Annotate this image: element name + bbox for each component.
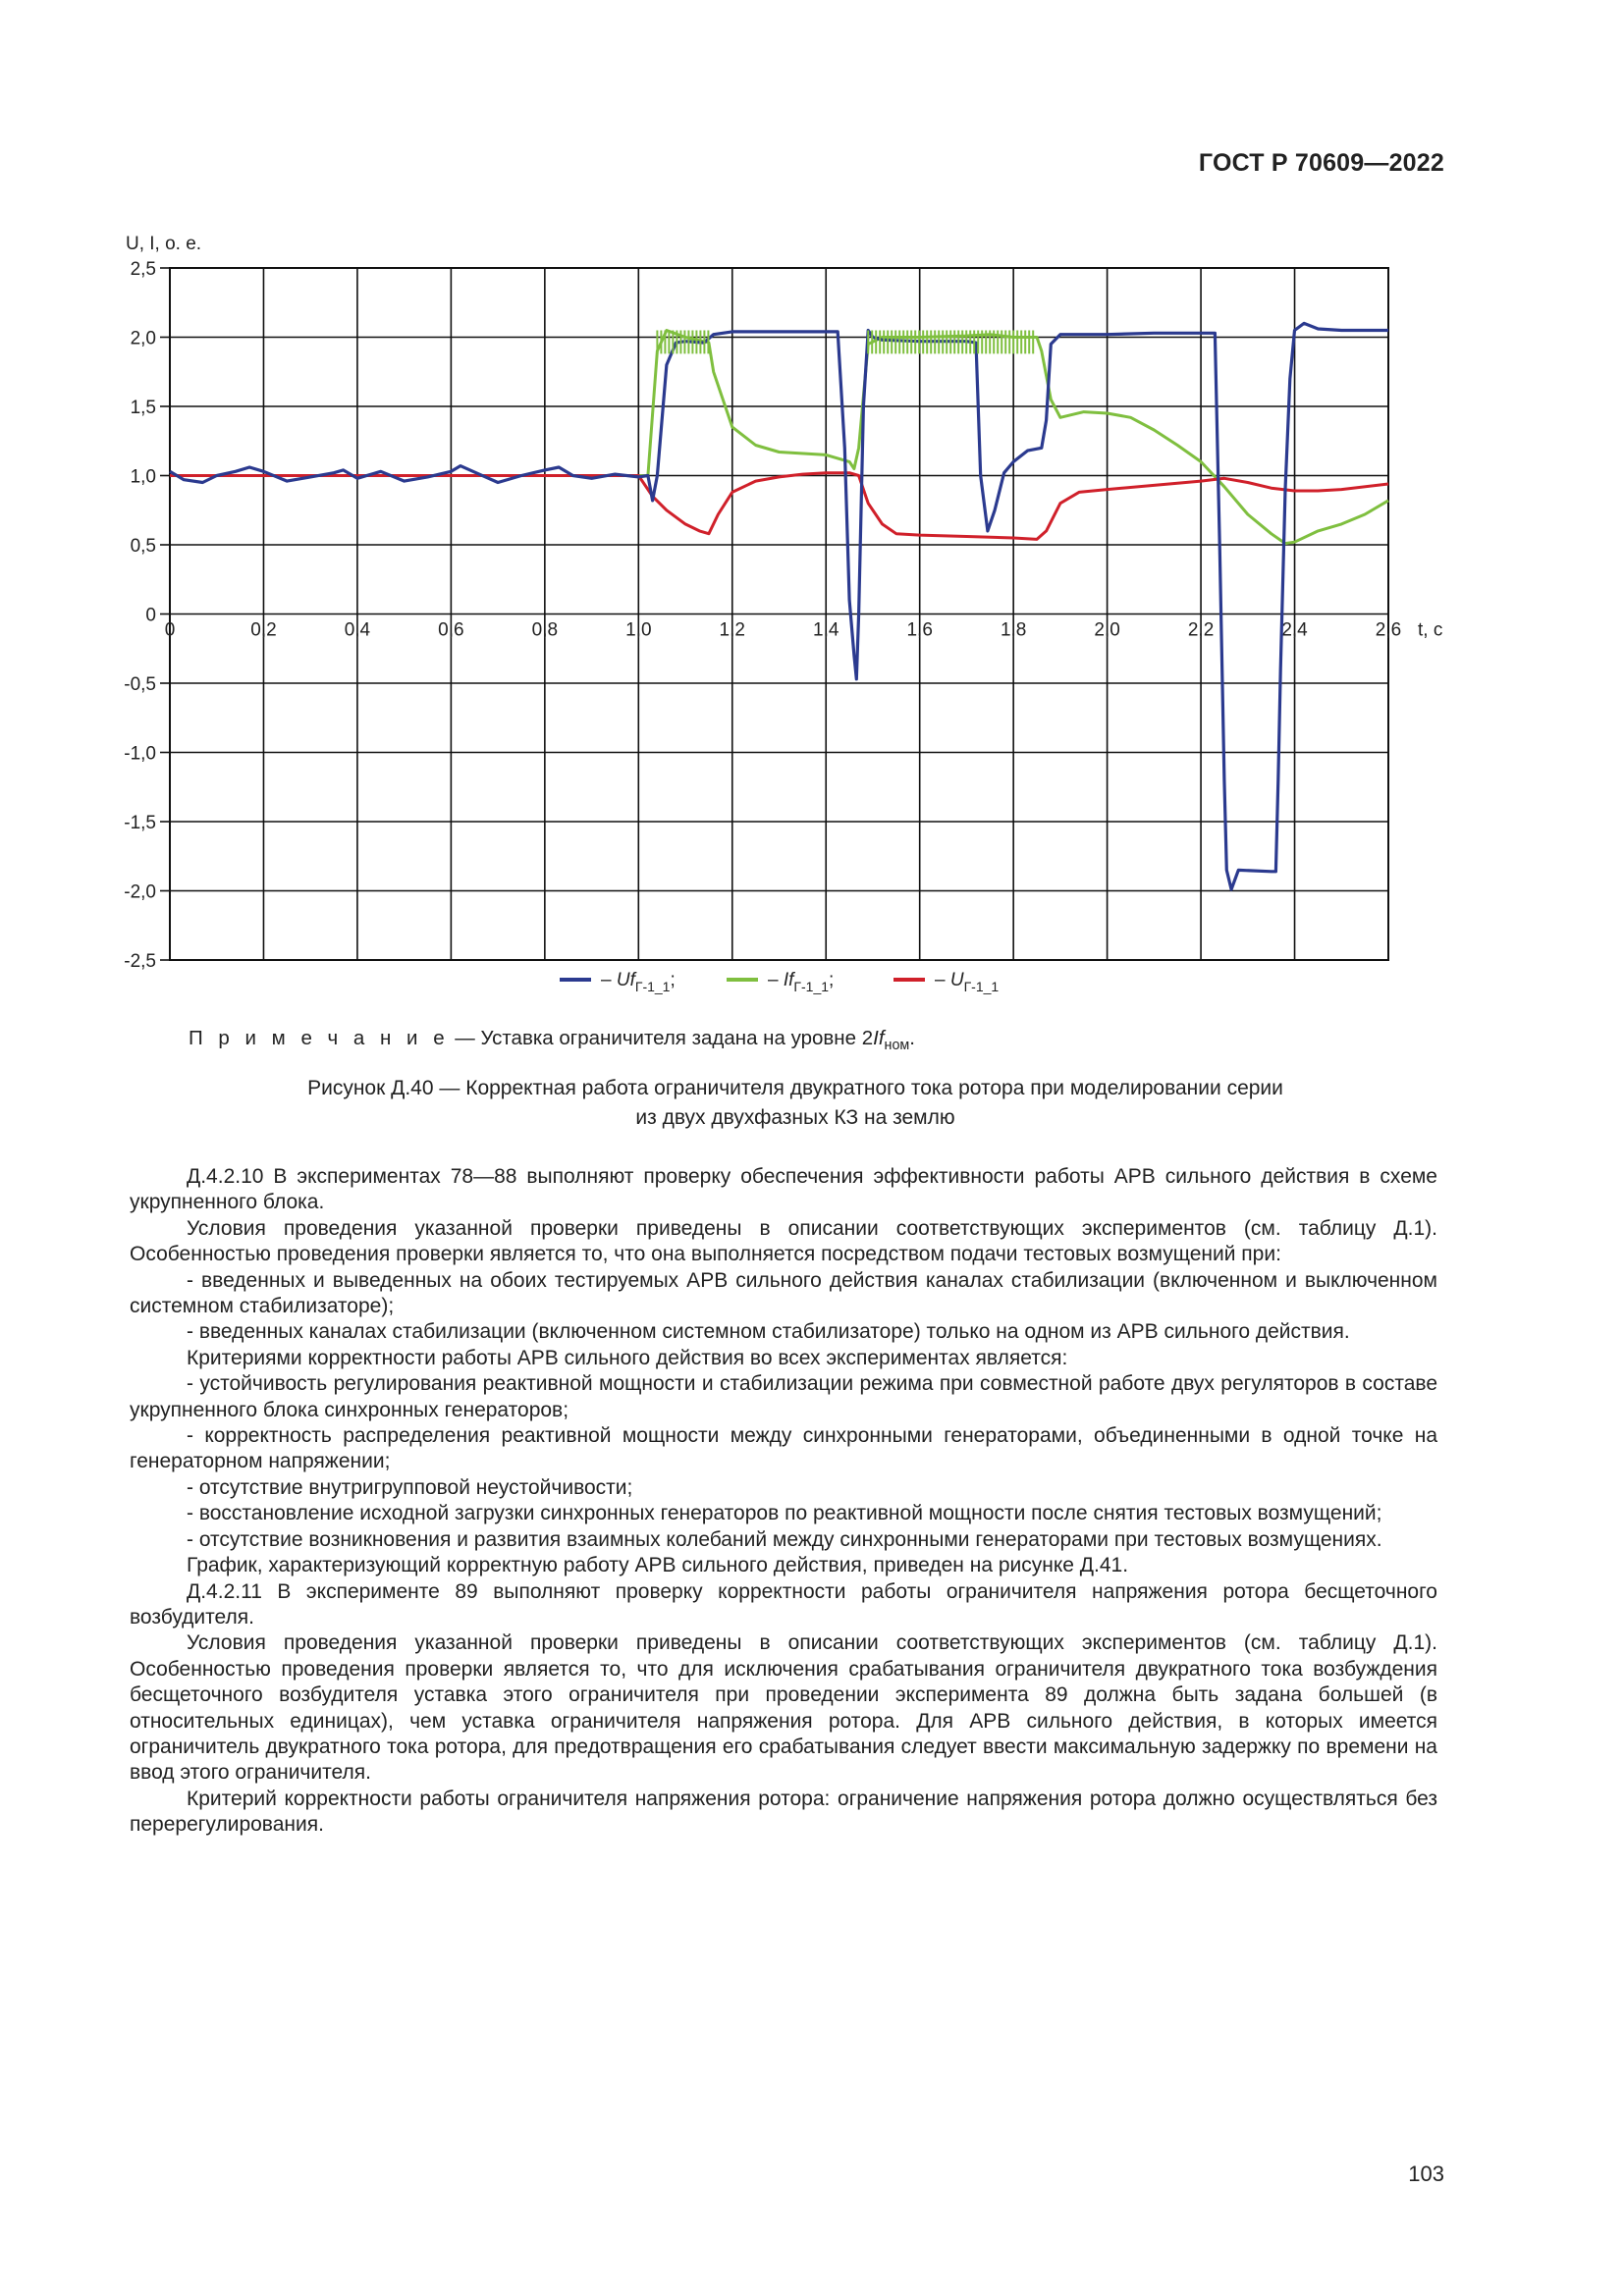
series-line bbox=[170, 331, 1388, 544]
y-tick-label: -1,0 bbox=[124, 743, 156, 765]
paragraph: Условия проведения указанной проверки приведены в описании соответствующих экспериментов (см. таблицу Д.1). Особенностью проведения проверки является то, что она выполняется посредством подачи тестовых возмущений при: bbox=[130, 1216, 1437, 1266]
x-tick-label: 1,2 bbox=[719, 619, 745, 641]
x-tick-label: 2,4 bbox=[1281, 619, 1308, 641]
x-tick-label: 2,2 bbox=[1187, 619, 1215, 641]
y-tick-label: 1,0 bbox=[130, 466, 156, 488]
y-tick-label: 2,5 bbox=[130, 259, 156, 280]
y-tick-label: 0,5 bbox=[130, 536, 156, 557]
note-sub: ном bbox=[884, 1038, 910, 1053]
paragraph: Условия проведения указанной проверки приведены в описании соответствующих экспериментов (см. таблицу Д.1). Особенностью проведения проверки является то, что для исключения срабатывания ограничителя двукратного тока возбуждения бесщеточного возбудителя уставка этого ограничителя при проведении эксперимента 89 должна быть задана большей (в относительных единицах), чем уставка ограничителя напряжения ротора. Для АРВ сильного действия, в которых имеется ограничитель двукратного тока ротора, для предотвращения его срабатывания следует ввести максимальную задержку по времени на ввод этого ограничителя. bbox=[130, 1631, 1437, 1785]
caption-line-2: из двух двухфазных КЗ на землю bbox=[635, 1106, 955, 1129]
body-text bbox=[130, 1164, 1437, 1839]
paragraph: - устойчивость регулирования реактивной мощности и стабилизации режима при совместной работе двух регуляторов в составе укрупненного блока синхронных генераторов; bbox=[130, 1372, 1437, 1421]
chart-ticks bbox=[124, 259, 1401, 972]
paragraph: Критерий корректности работы ограничителя напряжения ротора: ограничение напряжения ротора должно осуществляться без перерегулирования. bbox=[130, 1787, 1437, 1837]
x-tick-label: 2,0 bbox=[1094, 619, 1120, 641]
legend-entry: – $If_{Г-1\_1}$; bbox=[768, 970, 835, 994]
note-italic: If bbox=[873, 1027, 885, 1049]
paragraph: - введенных каналах стабилизации (включенном системном стабилизаторе) только на одном из АРВ сильного действия. bbox=[187, 1320, 1350, 1344]
series-line bbox=[170, 473, 1388, 540]
note-end: . bbox=[909, 1027, 915, 1049]
paragraph: - отсутствие возникновения и развития взаимных колебаний между синхронными генераторами при тестовых возмущениях. bbox=[187, 1527, 1382, 1551]
x-tick-label: 1,6 bbox=[906, 619, 933, 641]
series-oscillation bbox=[868, 331, 1033, 354]
x-axis-label: t, с bbox=[1418, 619, 1443, 641]
paragraph: - введенных и выведенных на обоих тестируемых АРВ сильного действия каналах стабилизации (включенном и выключенном системном стабилизаторе); bbox=[130, 1268, 1437, 1318]
paragraph: Критериями корректности работы АРВ сильного действия во всех экспериментах является: bbox=[187, 1346, 1068, 1369]
paragraph: График, характеризующий корректную работу АРВ сильного действия, приведен на рисунке Д.41. bbox=[187, 1554, 1129, 1577]
page-number: 103 bbox=[1408, 2162, 1444, 2186]
series-line bbox=[170, 323, 1388, 889]
x-tick-label: 0,2 bbox=[250, 619, 277, 641]
chart-legend bbox=[560, 970, 999, 994]
line-chart bbox=[0, 0, 1624, 1021]
note-lead: П р и м е ч а н и е bbox=[189, 1027, 450, 1049]
x-tick-label: 0,8 bbox=[531, 619, 559, 641]
y-tick-label: -2,0 bbox=[124, 881, 156, 903]
figure-note bbox=[189, 1027, 915, 1053]
x-tick-label: 1,0 bbox=[625, 619, 652, 641]
x-tick-label: 1,8 bbox=[1000, 619, 1027, 641]
paragraph: - восстановление исходной загрузки синхронных генераторов по реактивной мощности после снятия тестовых возмущений; bbox=[187, 1502, 1382, 1525]
paragraph: Д.4.2.11 В эксперименте 89 выполняют проверку корректности работы ограничителя напряжения ротора бесщеточного возбудителя. bbox=[130, 1579, 1437, 1629]
document-id: ГОСТ Р 70609—2022 bbox=[1198, 149, 1444, 177]
y-tick-label: -1,5 bbox=[124, 813, 156, 833]
caption-line-1: Рисунок Д.40 — Корректная работа ограничителя двукратного тока ротора при моделировании серии bbox=[307, 1077, 1283, 1099]
paragraph: - корректность распределения реактивной мощности между синхронными генераторами, объединенными в одной точке на генераторном напряжении; bbox=[130, 1424, 1437, 1473]
x-tick-label: 2,6 bbox=[1375, 619, 1402, 641]
y-tick-label: 2,0 bbox=[130, 328, 156, 349]
y-tick-label: -0,5 bbox=[124, 674, 156, 695]
y-tick-label: 0 bbox=[145, 605, 156, 626]
x-tick-label: 0,6 bbox=[438, 619, 464, 641]
legend-entry: – $Uf_{Г-1\_1}$; bbox=[601, 970, 676, 994]
x-tick-label: 0 bbox=[164, 619, 176, 641]
chart-lines bbox=[170, 323, 1388, 889]
x-tick-label: 1,4 bbox=[813, 619, 839, 641]
figure-caption bbox=[147, 1074, 1443, 1133]
note-text: — Уставка ограничителя задана на уровне 2 bbox=[449, 1027, 874, 1049]
y-tick-label: 1,5 bbox=[130, 398, 156, 418]
y-axis-label: U, I, о. е. bbox=[126, 234, 202, 254]
x-tick-label: 0,4 bbox=[344, 619, 371, 641]
paragraph: - отсутствие внутригрупповой неустойчивости; bbox=[187, 1475, 633, 1499]
paragraph: Д.4.2.10 В экспериментах 78—88 выполняют проверку обеспечения эффективности работы АРВ сильного действия в схеме укрупненного блока. bbox=[130, 1165, 1437, 1214]
chart-grid bbox=[160, 268, 1388, 960]
y-tick-label: -2,5 bbox=[124, 951, 156, 972]
legend-entry: – $U_{Г-1\_1}$ bbox=[935, 970, 1000, 994]
